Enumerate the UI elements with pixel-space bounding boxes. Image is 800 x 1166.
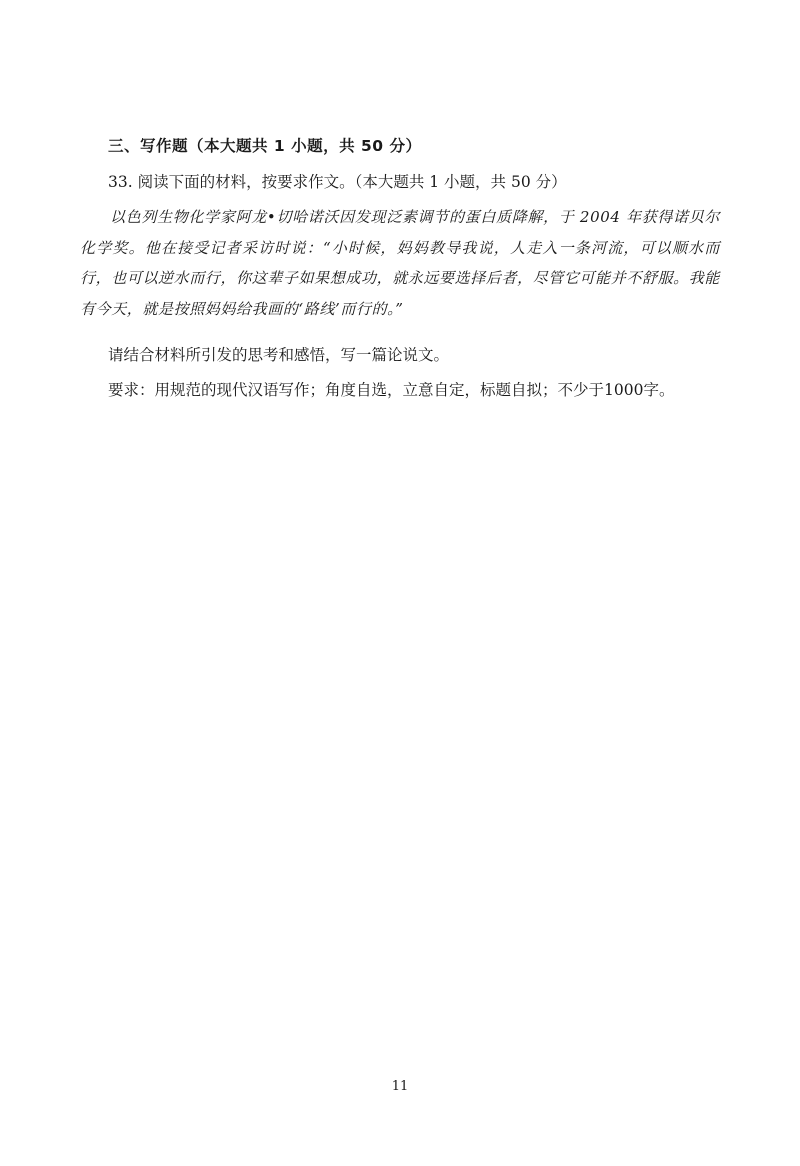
writing-requirement: 要求：用规范的现代汉语写作；角度自选，立意自定，标题自拟；不少于1000字。: [108, 381, 675, 399]
question-stem: 33. 阅读下面的材料，按要求作文。（本大题共 1 小题，共 50 分）: [108, 173, 567, 191]
page-number: 11: [391, 1079, 409, 1094]
reading-material: 以色列生物化学家阿龙•切哈诺沃因发现泛素调节的蛋白质降解，于 2004 年获得诺贝尔化学奖。他在接受记者采访时说：“小时候，妈妈教导我说，人走入一条河流，可以顺水而行，也可以逆水而行，你这辈子如果想成功，就永远要选择后者，尽管它可能并不舒服。我能有今天，就是按照妈妈给我画的‘路线’而行的。”: [80, 208, 720, 318]
writing-prompt: 请结合材料所引发的思考和感悟，写一篇论说文。: [108, 346, 450, 364]
section-heading: 三、写作题（本大题共 1 小题，共 50 分）: [108, 137, 422, 155]
